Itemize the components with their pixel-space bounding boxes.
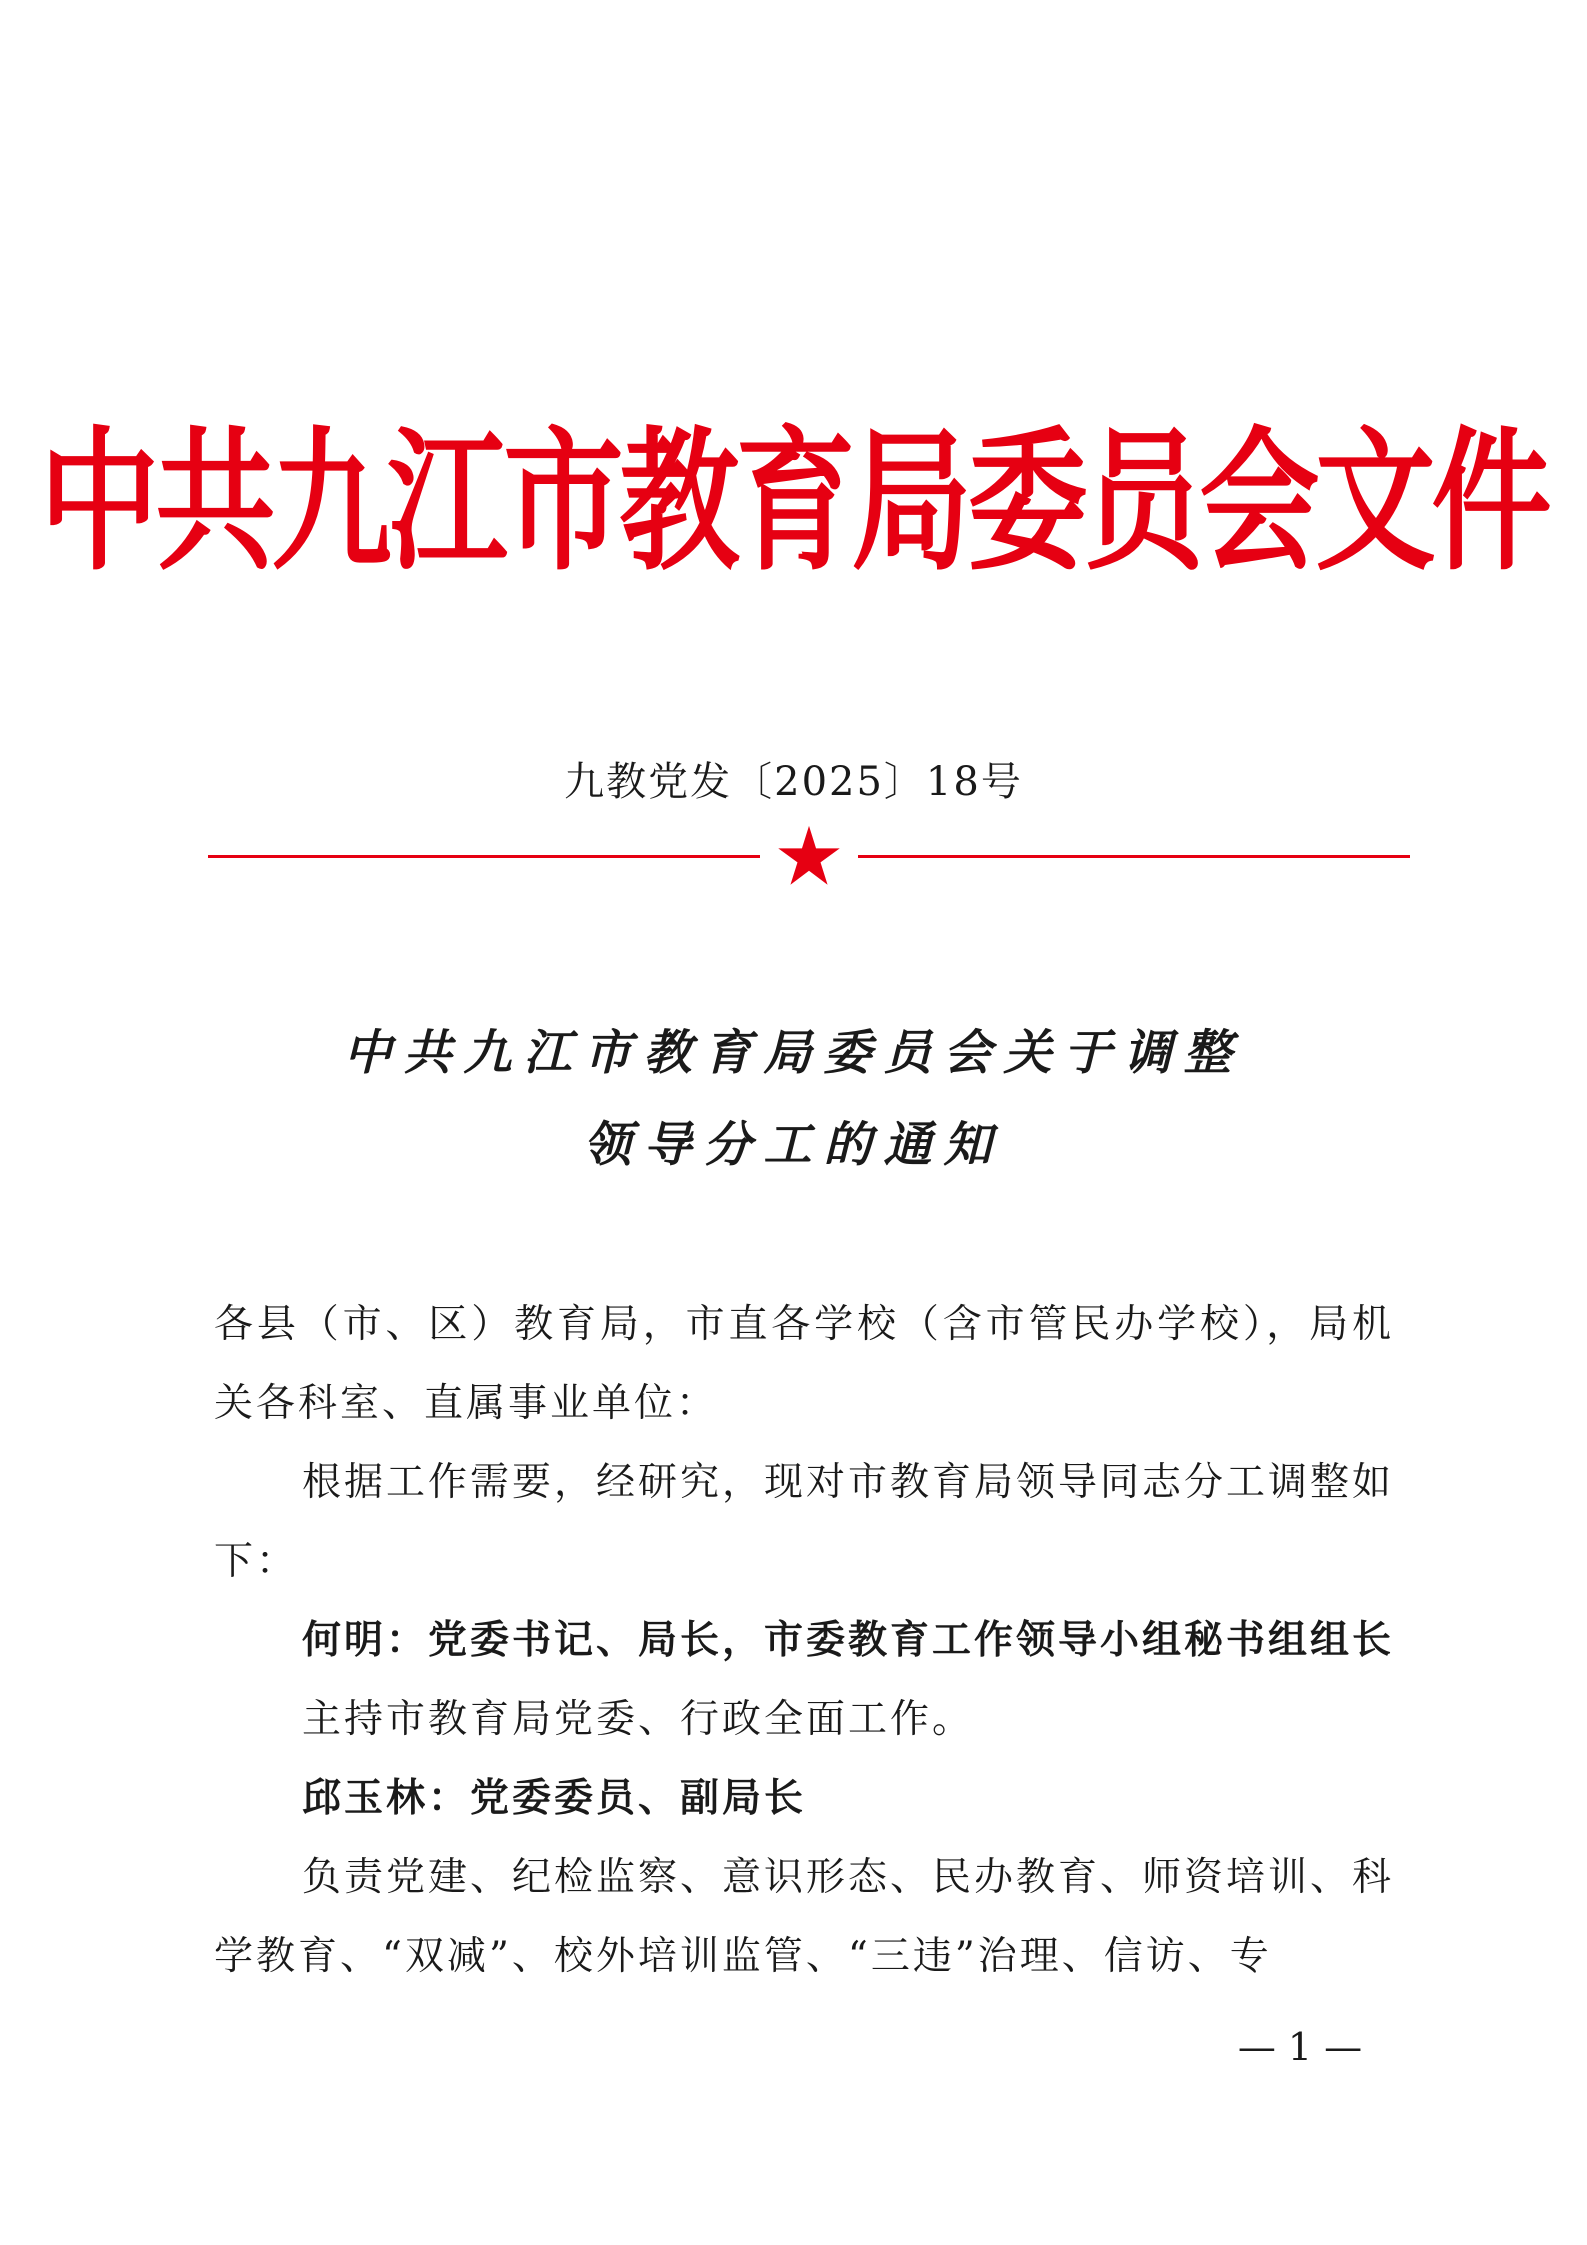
red-star-icon <box>777 824 841 888</box>
notice-title-line-1: 中共九江市教育局委员会关于调整 <box>343 1025 1244 1081</box>
red-divider-left <box>208 855 760 858</box>
document-number: 九教党发〔2025〕18号 <box>564 759 1023 805</box>
leader-duty: 负责党建、纪检监察、意识形态、民办教育、师资培训、科学教育、“双减”、校外培训监管、“三违”治理、信访、专 <box>214 1855 1395 1979</box>
leader-heading: 何明：党委书记、局长，市委教育工作领导小组秘书组组长 <box>302 1617 1395 1663</box>
leader-duty: 主持市教育局党委、行政全面工作。 <box>302 1697 975 1742</box>
notice-title-line-2: 领导分工的通知 <box>583 1117 1004 1173</box>
page-number: — 1 — <box>1237 2025 1363 2069</box>
red-divider-right <box>858 855 1410 858</box>
leader-heading: 邱玉林：党委委员、副局长 <box>302 1775 807 1821</box>
salutation: 各县（市、区）教育局，市直各学校（含市管民办学校），局机关各科室、直属事业单位： <box>214 1302 1394 1426</box>
intro-paragraph: 根据工作需要，经研究，现对市教育局领导同志分工调整如下： <box>214 1460 1395 1584</box>
document-masthead: 中共九江市教育局委员会文件 <box>39 414 1548 593</box>
document-body <box>214 1285 1394 1996</box>
